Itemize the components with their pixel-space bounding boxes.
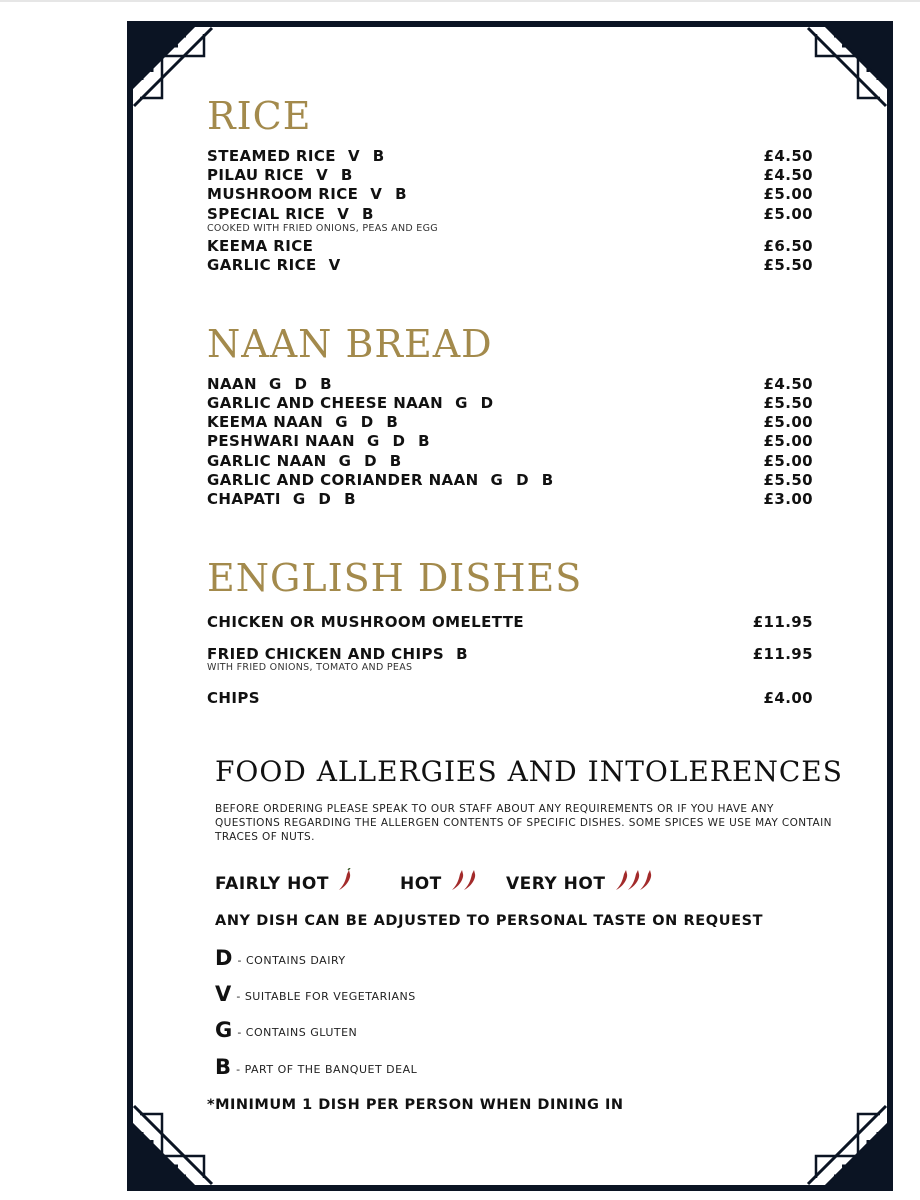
menu-item-special-rice bbox=[207, 205, 813, 224]
special-rice-note: COOKED WITH FRIED ONIONS, PEAS AND EGG bbox=[207, 223, 438, 234]
fried-chicken-note: WITH FRIED ONIONS, TOMATO AND PEAS bbox=[207, 662, 413, 673]
item-name: CHICKEN OR MUSHROOM OMELETTE bbox=[207, 613, 524, 631]
item-name: PESHWARI NAAN bbox=[207, 432, 355, 450]
item-name: GARLIC AND CHEESE NAAN bbox=[207, 394, 444, 412]
item-diet-codes: G D B bbox=[292, 490, 360, 508]
item-diet-codes: G D bbox=[455, 394, 498, 412]
heat-level-very-hot bbox=[506, 868, 654, 894]
item-name: GARLIC RICE bbox=[207, 256, 317, 274]
item-price: £6.50 bbox=[763, 237, 813, 255]
menu-item-keema-rice bbox=[207, 237, 813, 256]
menu-item-garlic-rice bbox=[207, 256, 813, 275]
menu-item-steamed-rice bbox=[207, 147, 813, 166]
item-diet-codes: V B bbox=[337, 205, 378, 223]
item-diet-codes: V B bbox=[316, 166, 357, 184]
item-name: GARLIC NAAN bbox=[207, 452, 327, 470]
item-price: £11.95 bbox=[752, 613, 813, 631]
legend-banquet bbox=[215, 1055, 417, 1079]
item-price: £5.50 bbox=[763, 394, 813, 412]
item-name: SPECIAL RICE bbox=[207, 205, 326, 223]
item-price: £4.50 bbox=[763, 166, 813, 184]
item-name: KEEMA NAAN bbox=[207, 413, 324, 431]
heat-label: FAIRLY HOT bbox=[215, 874, 329, 894]
allergies-title: FOOD ALLERGIES AND INTOLERENCES bbox=[215, 755, 843, 788]
menu-item-keema-naan bbox=[207, 413, 813, 432]
heat-level-fairly-hot bbox=[215, 868, 353, 894]
item-price: £5.00 bbox=[763, 185, 813, 203]
heat-label: HOT bbox=[400, 874, 442, 894]
chilli-icon bbox=[337, 868, 353, 892]
rice-section-title: RICE bbox=[207, 94, 312, 138]
item-diet-codes: B bbox=[456, 645, 472, 663]
item-diet-codes: V bbox=[328, 256, 345, 274]
allergies-note: BEFORE ORDERING PLEASE SPEAK TO OUR STAFF ABOUT ANY REQUIREMENTS OR IF YOU HAVE ANY QUESTIONS REGARDING THE ALLERGEN CONTENTS OF SPECIFIC DISHES. SOME SPICES WE USE MAY CONTAIN TRACES OF NUTS. bbox=[215, 803, 832, 843]
item-diet-codes: V B bbox=[370, 185, 411, 203]
item-price: £5.50 bbox=[763, 471, 813, 489]
item-diet-codes: G D B bbox=[366, 432, 434, 450]
legend-desc: - CONTAINS DAIRY bbox=[237, 954, 346, 967]
menu-item-garlic-naan bbox=[207, 452, 813, 471]
legend-desc: - SUITABLE FOR VEGETARIANS bbox=[236, 990, 416, 1003]
legend-desc: - PART OF THE BANQUET DEAL bbox=[236, 1063, 418, 1076]
menu-item-omelette bbox=[207, 613, 813, 632]
item-diet-codes: G D B bbox=[335, 413, 402, 431]
item-price: £5.00 bbox=[763, 452, 813, 470]
minimum-dish-note: *MINIMUM 1 DISH PER PERSON WHEN DINING IN bbox=[207, 1097, 624, 1113]
item-diet-codes: G D B bbox=[490, 471, 558, 489]
legend-letter: D bbox=[215, 946, 233, 970]
adjust-note: ANY DISH CAN BE ADJUSTED TO PERSONAL TASTE ON REQUEST bbox=[215, 913, 764, 929]
legend-dairy bbox=[215, 946, 346, 970]
menu-item-naan bbox=[207, 375, 813, 394]
item-name: MUSHROOM RICE bbox=[207, 185, 359, 203]
menu-item-chapati bbox=[207, 490, 813, 509]
legend-letter: B bbox=[215, 1055, 232, 1079]
item-price: £4.00 bbox=[763, 689, 813, 707]
item-diet-codes: G D B bbox=[268, 375, 336, 393]
item-name: KEEMA RICE bbox=[207, 237, 314, 255]
item-price: £5.50 bbox=[763, 256, 813, 274]
item-price: £11.95 bbox=[752, 645, 813, 663]
legend-desc: - CONTAINS GLUTEN bbox=[237, 1026, 358, 1039]
item-price: £5.00 bbox=[763, 205, 813, 223]
item-price: £5.00 bbox=[763, 432, 813, 450]
item-price: £5.00 bbox=[763, 413, 813, 431]
chilli-icon bbox=[614, 868, 654, 892]
item-name: FRIED CHICKEN AND CHIPS bbox=[207, 645, 445, 663]
menu-item-mushroom-rice bbox=[207, 185, 813, 204]
menu-item-garlic-coriander-naan bbox=[207, 471, 813, 490]
item-name: CHIPS bbox=[207, 689, 260, 707]
item-diet-codes: V B bbox=[347, 147, 389, 165]
item-price: £4.50 bbox=[763, 147, 813, 165]
legend-gluten bbox=[215, 1018, 357, 1042]
item-price: £4.50 bbox=[763, 375, 813, 393]
menu-item-chips bbox=[207, 689, 813, 708]
item-name: PILAU RICE bbox=[207, 166, 305, 184]
menu-item-peshwari-naan bbox=[207, 432, 813, 451]
english-section-title: ENGLISH DISHES bbox=[207, 556, 583, 600]
item-name: NAAN bbox=[207, 375, 257, 393]
menu-item-pilau-rice bbox=[207, 166, 813, 185]
item-name: CHAPATI bbox=[207, 490, 281, 508]
legend-letter: V bbox=[215, 982, 232, 1006]
heat-level-hot bbox=[400, 868, 478, 894]
item-name: STEAMED RICE bbox=[207, 147, 336, 165]
item-name: GARLIC AND CORIANDER NAAN bbox=[207, 471, 479, 489]
item-diet-codes: G D B bbox=[338, 452, 406, 470]
naan-section-title: NAAN BREAD bbox=[207, 322, 493, 366]
legend-letter: G bbox=[215, 1018, 233, 1042]
item-price: £3.00 bbox=[763, 490, 813, 508]
chilli-icon bbox=[450, 868, 478, 892]
legend-vegetarian bbox=[215, 982, 416, 1006]
menu-item-garlic-cheese-naan bbox=[207, 394, 813, 413]
heat-label: VERY HOT bbox=[506, 874, 606, 894]
